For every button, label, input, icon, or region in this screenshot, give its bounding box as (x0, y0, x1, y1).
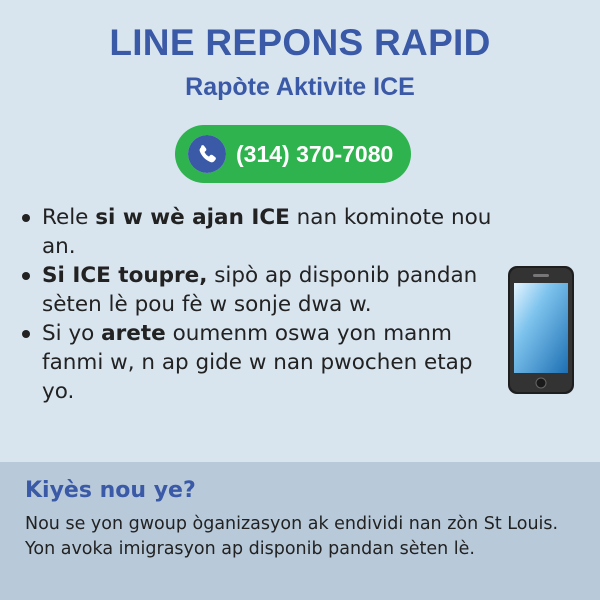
about-title: Kiyès nou ye? (25, 478, 196, 503)
about-text: Nou se yon gwoup òganizasyon ak endividi nan zòn St Louis. Yon avoka imigrasyon ap disponib pandan sèten lè. (25, 514, 559, 559)
bullet-emphasis: si w wè ajan ICE (95, 205, 290, 230)
list-item: Rele si w wè ajan ICE nan kominote nou an. (20, 203, 500, 261)
smartphone-icon (507, 265, 575, 395)
bullet-emphasis: Si ICE toupre, (42, 263, 208, 288)
bullet-emphasis: arete (101, 321, 166, 346)
list-item: Si yo arete oumenm oswa yon manm fanmi w, n ap gide w nan pwochen etap yo. (20, 319, 500, 406)
list-item: Si ICE toupre, sipò ap disponib pandan sèten lè pou fè w sonje dwa w. (20, 261, 500, 319)
page-subtitle: Rapòte Aktivite ICE (185, 73, 415, 101)
bullet-dot (22, 330, 30, 338)
bullet-dot (22, 272, 30, 280)
hotline-button[interactable] (175, 125, 411, 183)
info-bullet-list (20, 203, 500, 406)
bullet-dot (22, 214, 30, 222)
hotline-number: (314) 370-7080 (236, 140, 394, 167)
page-title: LINE REPONS RAPID (109, 22, 491, 63)
phone-icon (188, 135, 226, 173)
